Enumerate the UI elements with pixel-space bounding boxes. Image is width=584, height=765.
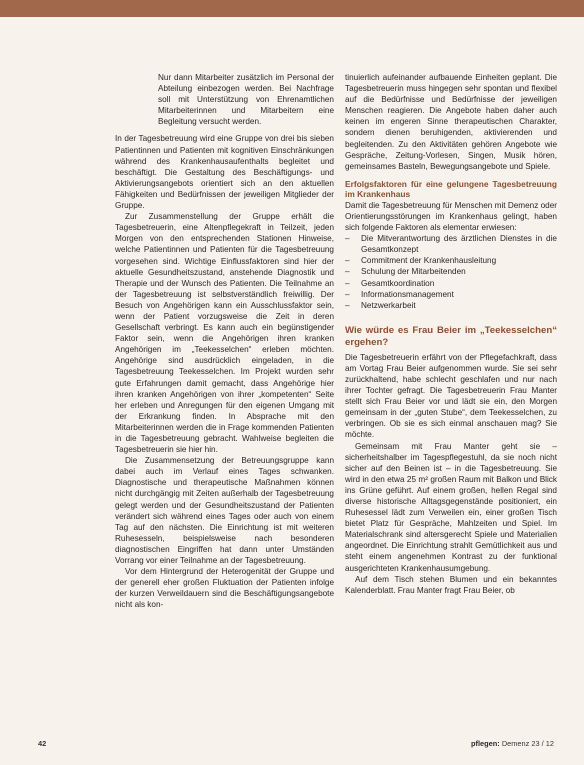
list-item: – Commitment der Krankenhausleitung: [345, 255, 557, 266]
left-column: [115, 72, 334, 611]
body-paragraph: Die Zusammensetzung der Betreuungsgruppe kann dabei auch im Verlauf eines Tages schwanken. Diagnostische und therapeutische Maßnahmen können nicht durchgängig mit Zeiten außerhalb der Tagesbetreuung gelegt werden und der Gesundheitszustand der Patienten verändert sich während eines Tages oder auch von einem Tag auf den nächsten. Die Einrichtung ist mit weiteren Ruhesesseln, beispielsweise nach besonderen diagnostischen Eingriffen hat dann unter Umständen Vorrang vor einer Teilnahme an der Tagesbetreuung.: [115, 456, 334, 566]
body-paragraph: Zur Zusammenstellung der Gruppe erhält die Tagesbetreuerin, eine Altenpflegekraft in Teilzeit, jeden Morgen von den entsprechenden Stationen Hinweise, welche Patientinnen und Patienten für die Tagesbetreuung vorgesehen sind. Wichtige Einflussfaktoren sind hier der aktuelle Gesundheitszustand, anstehende Diagnostik und Therapie und der Wunsch des Patienten. Die Teilnahme an der Tagesbetreuung ist selbstverständlich freiwillig. Der Besuch von Angehörigen kann ein Ausschlussfaktor sein, wenn der Patient vorzugsweise die Zeit in deren Gesellschaft verbringt. Es kann auch ein begünstigender Faktor sein, wenn die Angehörigen ihren kranken Angehörigen im „Teekesselchen“ erleben möchten. Angehörige sind ausdrücklich eingeladen, in die Tagesbetreuung Teekesselchen. Im Projekt wurden sehr gute Erfahrungen damit gemacht, dass Angehörige hier ihren kranken Angehörigen von ihrer „kompetenten“ Seite her erleben und Anregungen für den eigenen Umgang mit der Erkrankung finden. In Absprache mit den Mitarbeiterinnen werden die in Frage kommenden Patienten in die Tagesbetreuung gebracht. Wahlweise begleiten die Tagesbetreuerin sie hier hin.: [115, 212, 334, 455]
right-column: [345, 72, 557, 596]
section-heading: Erfolgsfaktoren für eine gelungene Tagesbetreuung im Krankenhaus: [345, 178, 557, 200]
factor-list: [345, 233, 557, 311]
body-paragraph: Vor dem Hintergrund der Heterogenität der Gruppe und der generell eher großen Fluktuation der Patienten infolge der kurzen Verweildauern sind die Beschäftigungsangebote nicht als kon-: [115, 567, 334, 610]
body-paragraph: In der Tagesbetreuung wird eine Gruppe von drei bis sieben Patientinnen und Patienten mit kognitiven Einschränkungen während des Krankenhausaufenthalts begleitet und beschäftigt. Die Gestaltung des Beschäftigungs- und Aktivierungsangebots orientiert sich an den aktuellen Fähigkeiten und Bedürfnissen der jeweiligen Mitglieder der Gruppe.: [115, 134, 334, 211]
list-item: – Die Mitverantwortung des ärztlichen Dienstes in die Gesamtkonzept: [345, 233, 557, 255]
body-paragraph: Die Tagesbetreuerin erfährt von der Pflegefachkraft, dass am Vortag Frau Beier aufgenommen wurde. Sie sei sehr zurückhaltend, habe schlecht geschlafen und nur nach ihrer Tochter gefragt. Die Tagesbetreuerin Frau Manter stellt sich Frau Beier vor und lädt sie ein, den Morgen gemeinsam in der „guten Stube“, dem Teekesselchen, zu verbringen. Ob sie es sich einmal anschauen mag? Sie möchte.: [345, 352, 557, 440]
page-number: 42: [38, 739, 47, 748]
body-paragraph: Auf dem Tisch stehen Blumen und ein bekanntes Kalenderblatt. Frau Manter fragt Frau Beier, ob: [345, 574, 557, 595]
body-paragraph: Gemeinsam mit Frau Manter geht sie – sicherheitshalber im Tagespflegestuhl, da sie noch nicht sicher auf den Beinen ist – in die Tagesbetreuung. Sie wird in den etwa 25 m² großen Raum mit Balkon und Blick ins Grüne geführt. Auf einem großen, hellen Regal sind diverse historische Alltagsgegenstände positioniert, ein Ruhesessel lädt zum Verweilen ein, einer großen Tisch bietet Platz für Gespräche, Mahlzeiten und Spiel. Im Materialschrank sind altersgerecht Spiele und Materialien angeordnet. Die Einrichtung strahlt Gemütlichkeit aus und steht einem angenehmen Kontrast zu der funktional ausgerichteten Krankenhausumgebung.: [345, 441, 557, 573]
list-item: – Informationsmanagement: [345, 289, 557, 300]
magazine-issue: Demenz 23 / 12: [501, 739, 554, 748]
magazine-name: pflegen:: [471, 739, 500, 748]
body-paragraph: Damit die Tagesbetreuung für Menschen mit Demenz oder Orientierungsstörungen im Krankenhaus gelingt, haben sich folgende Faktoren als elementar erwiesen:: [345, 200, 557, 233]
list-item: – Gesamtkoordination: [345, 278, 557, 289]
magazine-footer: [471, 739, 554, 748]
section-heading: Wie würde es Frau Beier im „Teekesselchen“ ergehen?: [345, 324, 557, 348]
list-item: – Netzwerkarbeit: [345, 300, 557, 311]
header-color-band: [0, 0, 584, 17]
lead-paragraph: Nur dann Mitarbeiter zusätzlich im Personal der Abteilung einbezogen werden. Bei Nachfrage soll mit Unterstützung von Ehrenamtlichen Mitarbeiterinnen und Mitarbeitern eine Begleitung versucht werden.: [158, 73, 334, 127]
body-paragraph: tinuierlich aufeinander aufbauende Einheiten geplant. Die Tagesbetreuerin muss hingegen sehr spontan und flexibel auf die Bedürfnisse und Bedürfnisse der jeweiligen Menschen reagieren. Die Angebote haben daher auch keinen im engeren Sinne therapeutischen Charakter, sondern dienen beruhigenden, aktivierenden und begleitenden. Zu den Aktivitäten gehören Angebote wie Gespräche, Zeitung-Vorlesen, Singen, Musik hören, gemeinsames Basteln, Bewegungsangebote und Spiele.: [345, 73, 557, 171]
list-item: – Schulung der Mitarbeitenden: [345, 266, 557, 277]
